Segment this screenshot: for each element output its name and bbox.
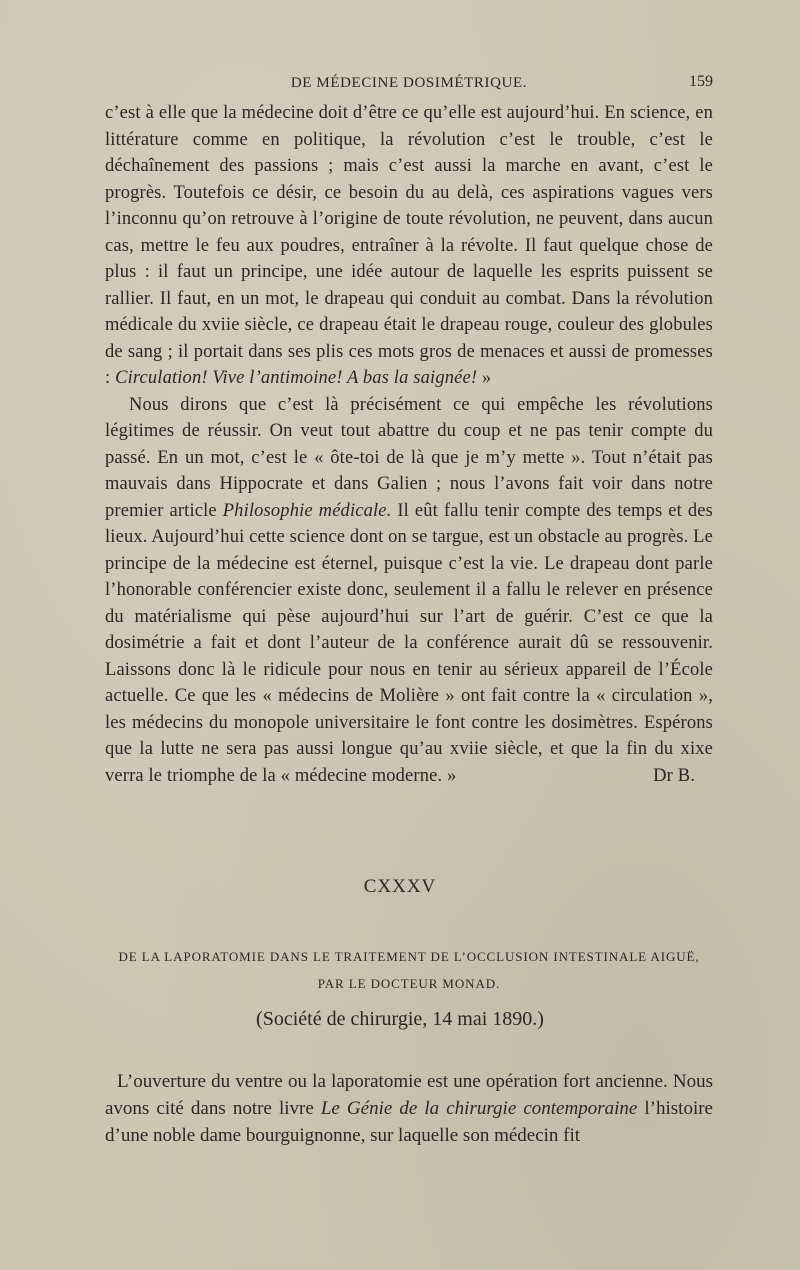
- paragraph-1-text: c’est à elle que la médecine doit d’être ce qu’elle est aujourd’hui. En science, en littérature comme en politique, la révolution c’est le trouble, c’est le déchaînement des passions ; mais c’est aussi la marche en avant, c’est le progrès. Toutefois ce désir, ce besoin du au delà, ces aspirations vagues vers l’inconnu qu’on retrouve à l’origine de toute révolution, ne peuvent, dans aucun cas, mettre le feu aux poudres, entraîner à la révolte. Il faut quelque chose de plus : il faut un principe, une idée autour de laquelle les esprits puissent se rallier. Il faut, en un mot, le drapeau qui conduit au combat. Dans la révolution médicale du xviie siècle, ce drapeau était le drapeau rouge, couleur des globules de sang ; il portait dans ses plis ces mots gros de menaces et aussi de promesses :: [105, 103, 713, 388]
- section-number: CXXXV: [363, 876, 437, 897]
- page-number: 159: [689, 73, 713, 90]
- intro-paragraph: [105, 1068, 713, 1149]
- paragraph-2-italic: Philosophie médicale.: [222, 500, 392, 521]
- article-title: [105, 943, 713, 997]
- article-title-line-2: PAR LE DOCTEUR MONAD.: [317, 976, 501, 991]
- paragraph-2: [105, 392, 713, 790]
- meeting-reference: (Société de chirurgie, 14 mai 1890.): [256, 1008, 544, 1030]
- intro-text-b: l’histoire d’une noble dame bourguignonne, sur laquelle son médecin fit: [105, 1098, 713, 1146]
- paragraph-1: [105, 100, 713, 392]
- paragraph-1-end: »: [477, 368, 492, 388]
- intro-text-a: L’ouverture du ventre ou la laporatomie est une opération fort ancienne. Nous avons cité dans notre livre: [105, 1071, 713, 1119]
- signature: Dr B.: [653, 765, 695, 786]
- intro-text: [105, 1068, 713, 1149]
- paragraph-1-italic: Circulation! Vive l’antimoine! A bas la saignée!: [115, 368, 478, 388]
- intro-book-title: Le Génie de la chirurgie contemporaine: [320, 1098, 638, 1119]
- body-text: [105, 100, 713, 789]
- running-head: [105, 73, 713, 95]
- paragraph-2-text-b: Il eût fallu tenir compte des temps et des lieux. Aujourd’hui cette science dont on se targue, est un obstacle au progrès. Le principe de la médecine est éternel, puisque c’est la vie. Le drapeau dont parle l’honorable conférencier existe donc, seulement il a fallu le relever en présence du matérialisme qui pèse aujourd’hui sur l’art de guérir. C’est ce que la dosimétrie a fait et dont l’auteur de la conférence aurait dû se ressouvenir. Laissons donc là le ridicule pour nous en tenir au sérieux appareil de l’École actuelle. Ce que les « médecins de Molière » ont fait contre la « circulation », les médecins du monopole universitaire le font contre les dosimètres. Espérons que la lutte ne sera pas aussi longue qu’au xviie siècle, et que la fin du xixe verra le triomphe de la « médecine moderne. »: [105, 500, 713, 786]
- running-title: DE MÉDECINE DOSIMÉTRIQUE.: [290, 75, 528, 91]
- article-title-line-1: DE LA LAPORATOMIE DANS LE TRAITEMENT DE L’OCCLUSION INTESTINALE AIGUË,: [118, 949, 700, 964]
- paragraph-2-text-a: Nous dirons que c’est là précisément ce qui empêche les révolutions légitimes de réussir. On veut tout abattre du coup et ne pas tenir compte du passé. En un mot, c’est le « ôte-toi de là que je m’y mette ». Tout n’était pas mauvais dans Hippocrate et dans Galien ; nous l’avons fait voir dans notre premier article: [105, 394, 713, 521]
